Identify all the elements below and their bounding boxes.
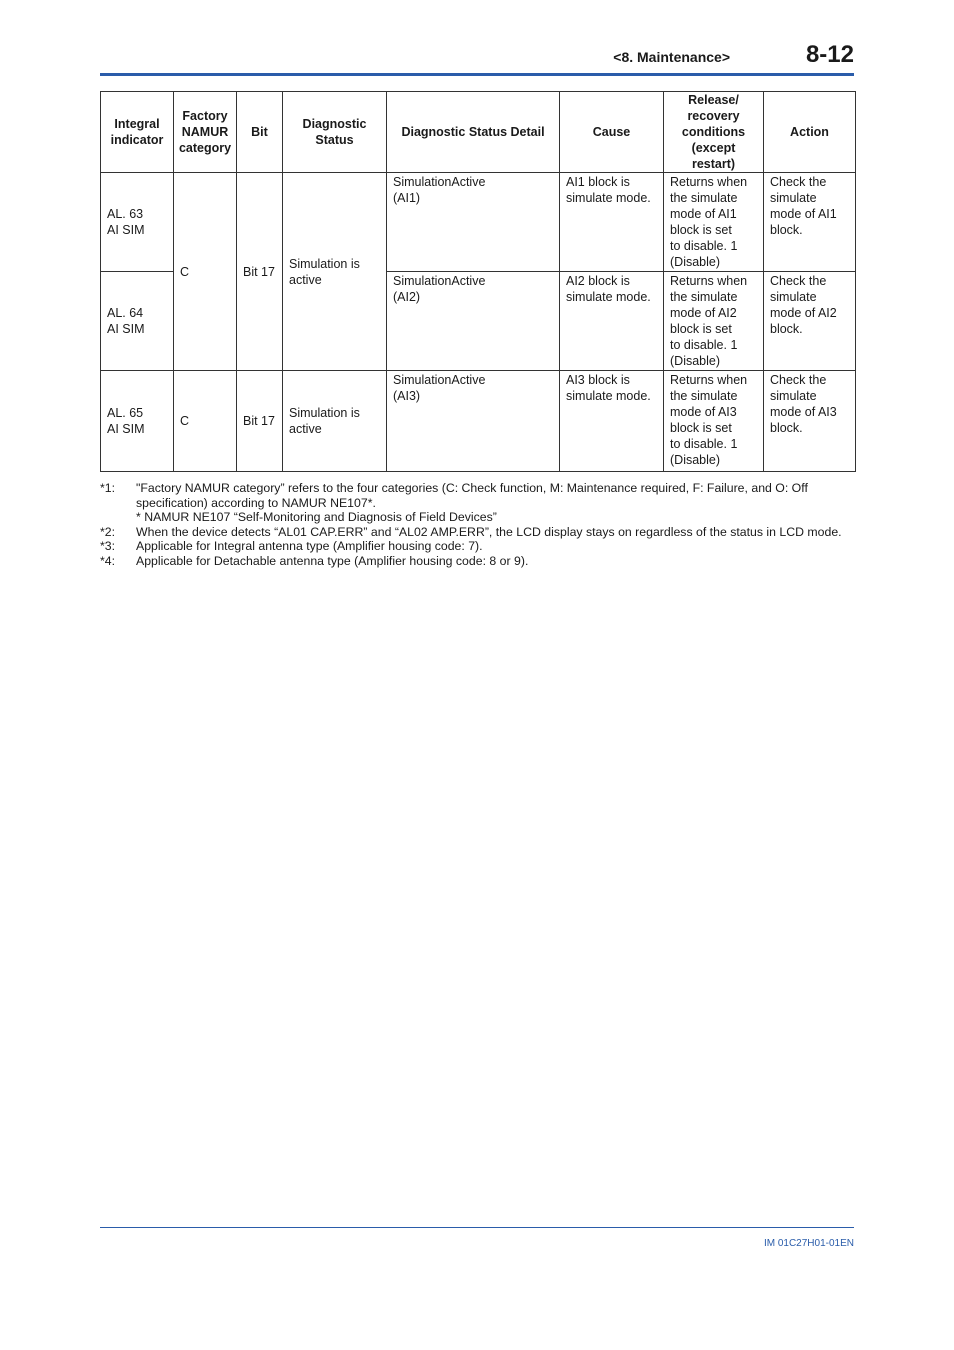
diagnostic-status-cell [283, 371, 387, 472]
text-line: simulate [770, 191, 817, 205]
cause-cell [560, 173, 664, 272]
action-cell [764, 272, 856, 371]
text-line: (AI2) [393, 290, 421, 304]
text-line: (Disable) [670, 354, 721, 368]
diagnostic-detail-cell [387, 371, 560, 472]
text-line: Returns when [670, 274, 748, 288]
footnote-marker: *3: [100, 539, 116, 553]
text-line: Release/ [688, 93, 739, 107]
footnote-marker: *2: [100, 524, 116, 539]
text-line: Diagnostic [302, 117, 367, 131]
header-bit [237, 92, 283, 173]
text-line: indicator [110, 133, 164, 147]
text-line: block is set [670, 223, 732, 237]
text-line: recovery [687, 109, 740, 123]
action-cell [764, 371, 856, 472]
namur-category-cell: C [174, 371, 237, 472]
document-id: IM 01C27H01-01EN [763, 1238, 854, 1249]
text-line: the simulate [670, 389, 738, 403]
text-line: simulate [770, 389, 817, 403]
section-title: <8. Maintenance> [613, 49, 730, 65]
text-line: to disable. 1 [670, 239, 738, 253]
text-line: Diagnostic Status Detail [401, 125, 545, 139]
page-header [100, 40, 854, 74]
action-cell [764, 173, 856, 272]
diagnostic-detail-cell [387, 272, 560, 371]
footnote-marker: *1: [100, 481, 116, 495]
footnote [100, 554, 860, 569]
cause-cell [560, 272, 664, 371]
text-line: Bit [251, 125, 268, 139]
text-line: AI3 block is [566, 373, 630, 387]
text-line: (except [691, 141, 736, 155]
text-line: simulate [770, 290, 817, 304]
page-number: 8-12 [805, 41, 854, 68]
text-line: AI2 block is [566, 274, 630, 288]
text-line: the simulate [670, 191, 738, 205]
text-line: mode of AI1 [770, 207, 837, 221]
text-line: "Factory NAMUR category” refers to the four categories (C: Check function, M: Maintenance required, F: Failure, and O: Off [136, 481, 808, 495]
text-line: simulate mode. [566, 191, 651, 205]
text-line: block. [770, 223, 803, 237]
text-line: Returns when [670, 373, 748, 387]
table-row [101, 371, 856, 472]
header-integral-indicator [101, 92, 174, 173]
text-line: (Disable) [670, 255, 721, 269]
text-line: (Disable) [670, 453, 721, 467]
text-line: active [289, 422, 322, 436]
namur-category-cell: C [174, 173, 237, 371]
text-line: Check the [770, 175, 827, 189]
header-action [764, 92, 856, 173]
text-line: Check the [770, 274, 827, 288]
text-line: AL. 64 [107, 306, 144, 320]
text-line: SimulationActive [393, 175, 486, 189]
diagnostic-status-cell [283, 173, 387, 371]
text-line: mode of AI2 [770, 306, 837, 320]
text-line: Applicable for Integral antenna type (Amplifier housing code: 7). [136, 539, 483, 553]
text-line: block is set [670, 421, 732, 435]
bit-cell: Bit 17 [237, 173, 283, 371]
text-line: specification) according to NAMUR NE107*. [136, 495, 376, 510]
text-line: Action [790, 125, 829, 139]
text-line: SimulationActive [393, 373, 486, 387]
footnote-text [136, 525, 860, 540]
header-release-conditions [664, 92, 764, 173]
text-line: mode of AI1 [670, 207, 737, 221]
text-line: SimulationActive [393, 274, 486, 288]
table-row [101, 173, 856, 272]
table-header-row [101, 92, 856, 173]
header-diagnostic-status-detail [387, 92, 560, 173]
text-line: mode of AI3 [770, 405, 837, 419]
text-line: * NAMUR NE107 “Self-Monitoring and Diagnosis of Field Devices” [136, 510, 497, 524]
text-line: block. [770, 322, 803, 336]
text-line: the simulate [670, 290, 738, 304]
text-line: Status [315, 133, 354, 147]
text-line: mode of AI3 [670, 405, 737, 419]
text-line: When the device detects “AL01 CAP.ERR” and “AL02 AMP.ERR”, the LCD display stays on regardless of the status in LCD mode. [136, 524, 842, 539]
release-cell [664, 371, 764, 472]
header-diagnostic-status [283, 92, 387, 173]
text-line: mode of AI2 [670, 306, 737, 320]
footnote-text [136, 554, 860, 569]
text-line: block is set [670, 322, 732, 336]
diagnostic-table [100, 91, 856, 472]
integral-indicator-cell [101, 371, 174, 472]
header-rule [100, 73, 854, 76]
footnotes [100, 481, 860, 568]
footnote [100, 481, 860, 525]
text-line: Simulation is [289, 406, 360, 420]
text-line: NAMUR [181, 125, 229, 139]
text-line: conditions [681, 125, 746, 139]
text-line: restart) [691, 157, 736, 171]
bit-cell: Bit 17 [237, 371, 283, 472]
text-line: AL. 63 [107, 207, 144, 221]
text-line: to disable. 1 [670, 437, 738, 451]
integral-indicator-cell [101, 173, 174, 272]
text-line: Returns when [670, 175, 748, 189]
text-line: Cause [592, 125, 631, 139]
text-line: AL. 65 [107, 406, 144, 420]
text-line: AI SIM [107, 322, 145, 336]
text-line: active [289, 272, 322, 287]
diagnostic-detail-cell [387, 173, 560, 272]
text-line: block. [770, 421, 803, 435]
integral-indicator-cell [101, 272, 174, 371]
text-line: simulate mode. [566, 389, 651, 403]
text-line: (AI3) [393, 389, 421, 403]
text-line: Check the [770, 373, 827, 387]
text-line: AI1 block is [566, 175, 630, 189]
footer-rule [100, 1227, 854, 1228]
release-cell [664, 173, 764, 272]
text-line: Factory [182, 109, 228, 123]
header-factory-namur [174, 92, 237, 173]
footnote-marker: *4: [100, 553, 116, 568]
footnote-text [136, 481, 860, 525]
footnote [100, 525, 860, 540]
text-line: Integral [114, 117, 160, 131]
text-line: (AI1) [393, 191, 421, 205]
footnote-text [136, 539, 860, 554]
text-line: to disable. 1 [670, 338, 738, 352]
text-line: simulate mode. [566, 290, 651, 304]
header-cause [560, 92, 664, 173]
footnote [100, 539, 860, 554]
text-line: category [178, 141, 232, 155]
cause-cell [560, 371, 664, 472]
release-cell [664, 272, 764, 371]
text-line: Simulation is [289, 256, 360, 271]
text-line: Applicable for Detachable antenna type (Amplifier housing code: 8 or 9). [136, 553, 529, 568]
text-line: AI SIM [107, 422, 145, 436]
text-line: AI SIM [107, 223, 145, 237]
